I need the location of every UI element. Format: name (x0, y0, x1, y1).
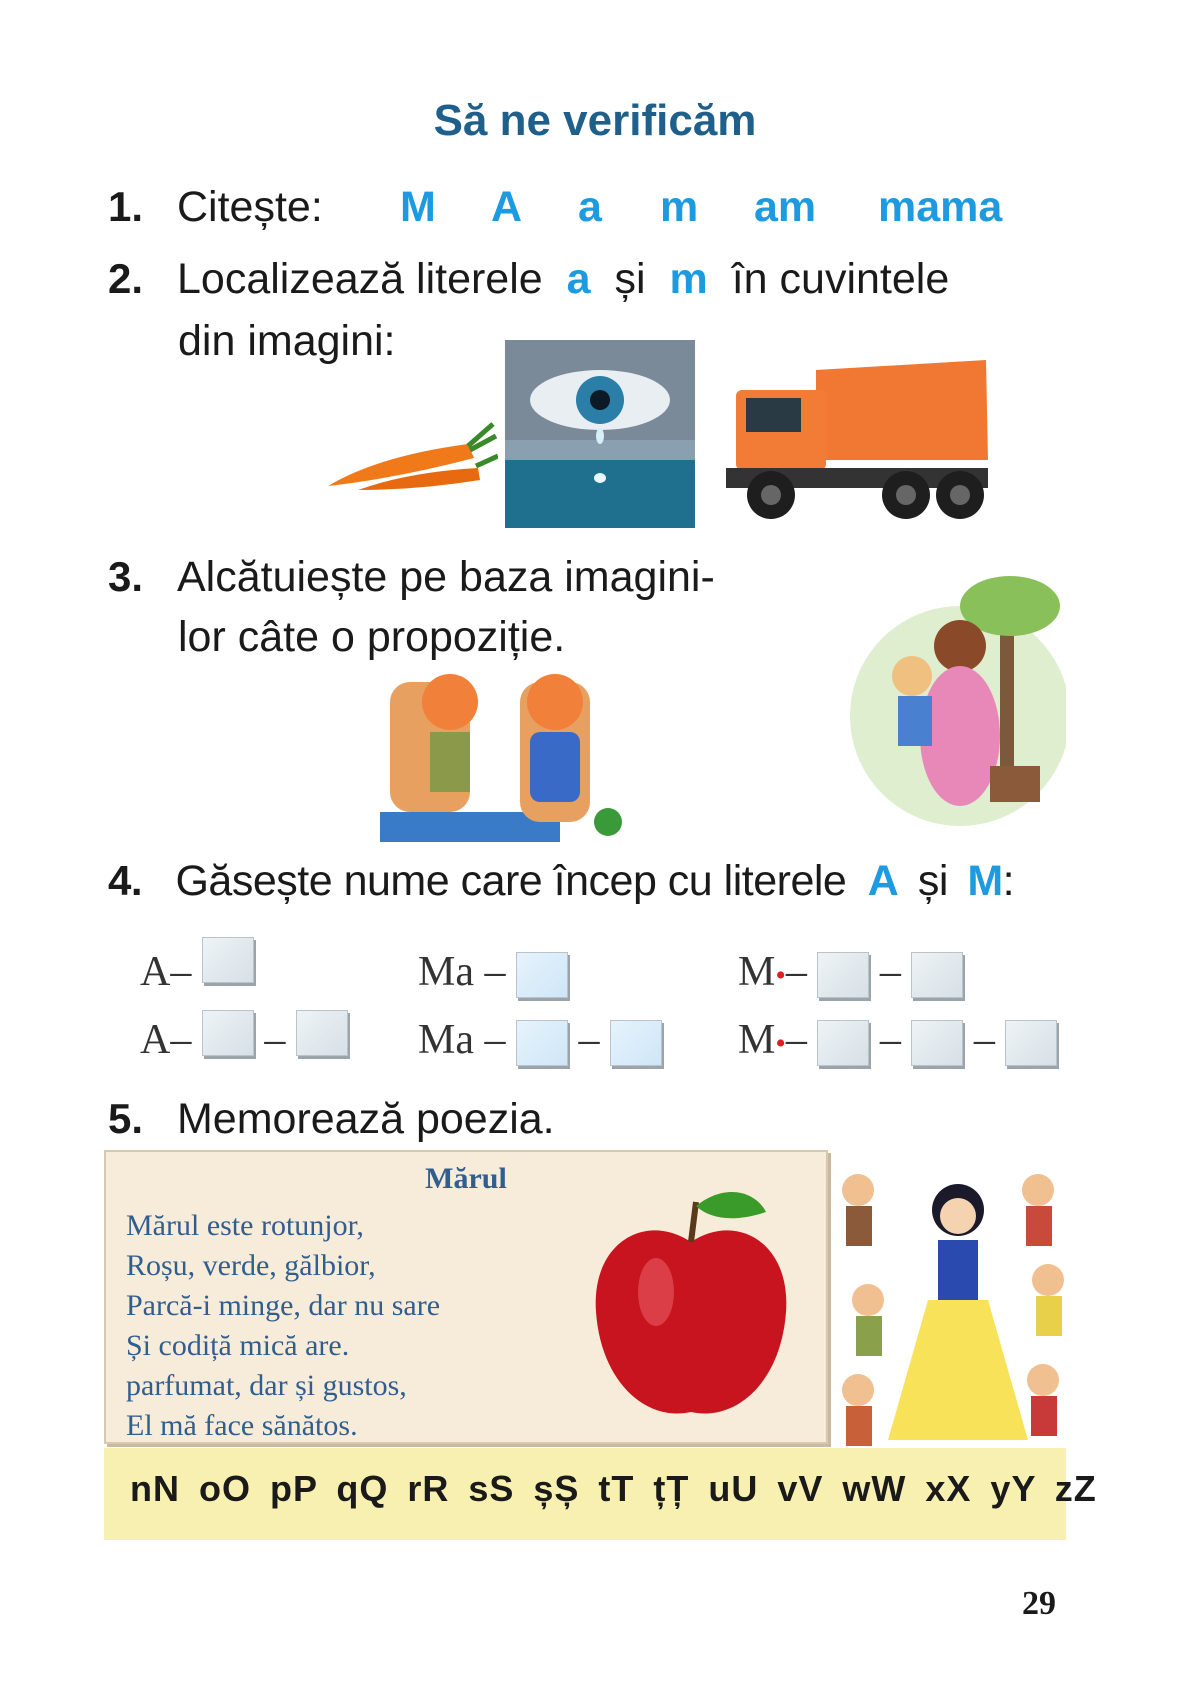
letter-box[interactable] (202, 1010, 254, 1056)
letter-m-lower: m (660, 183, 699, 231)
poem-line: parfumat, dar și gustos, (126, 1369, 407, 1402)
poem-line: El mă face sănătos. (126, 1409, 358, 1442)
letter-box[interactable] (911, 1020, 963, 1066)
prefix-a: A– (140, 949, 192, 995)
poem-title: Mărul (425, 1162, 507, 1195)
letter-box[interactable] (817, 1020, 869, 1066)
name-row-m-1: M•– – (738, 948, 963, 998)
letter-a-lower: a (578, 183, 602, 231)
red-dot-icon: • (775, 1027, 786, 1060)
name-row-ma-2: Ma – – (418, 1016, 662, 1066)
task-number: 2. (108, 255, 144, 302)
letter-a-upper: A (491, 183, 523, 231)
red-dot-icon: • (775, 959, 786, 992)
conjunction: și (917, 857, 948, 905)
truck-image (726, 350, 996, 528)
poem-box (104, 1150, 828, 1444)
letter-box[interactable] (296, 1010, 348, 1056)
task-text: Citește: (176, 183, 323, 231)
task-2 (108, 248, 949, 310)
prefix-ma: Ma – (418, 1017, 506, 1063)
letter-box[interactable] (1005, 1020, 1057, 1066)
snow-white-dwarfs-image (828, 1150, 1068, 1450)
task-number: 5. (108, 1095, 144, 1142)
conjunction: și (614, 255, 646, 303)
task-text: Localizează literele (176, 255, 543, 303)
letter-box[interactable] (516, 1020, 568, 1066)
letter-a-upper: A (867, 857, 899, 905)
name-row-m-2: M•– – – (738, 1016, 1057, 1066)
letter-box[interactable] (202, 937, 254, 983)
prefix-a: A– (140, 1017, 192, 1063)
alphabet-letters: nN oO pP qQ rR sS șȘ tT țȚ uU vV wW xX yY zZ (130, 1468, 1097, 1509)
task-text: Alcătuiește pe baza imagini- (176, 553, 715, 601)
task-number: 3. (108, 553, 144, 600)
task-text-line2: lor câte o propoziție. (178, 613, 566, 661)
poem-line: Mărul este rotunjor, (126, 1209, 364, 1242)
task-3 (108, 546, 715, 608)
poem-line: Și codiță mică are. (126, 1329, 350, 1362)
prefix-m: M (738, 949, 776, 995)
word-mama: mama (878, 183, 1003, 231)
name-row-ma-1 (418, 948, 568, 998)
children-cleaning-image (380, 662, 650, 842)
task-number: 4. (108, 857, 143, 904)
task-text: Găsește nume care încep cu literele (175, 857, 847, 905)
prefix-m: M (738, 1017, 776, 1063)
task-5 (108, 1088, 555, 1150)
task-1 (108, 176, 323, 238)
poem-line: Parcă-i minge, dar nu sare (126, 1289, 441, 1322)
poem-lines (126, 1206, 440, 1446)
task-text: Memorează poezia. (176, 1095, 555, 1143)
task-number: 1. (108, 183, 144, 230)
carrot-image (318, 416, 498, 496)
letter-box[interactable] (911, 952, 963, 998)
eye-image (505, 340, 695, 528)
alphabet-strip (104, 1448, 1097, 1540)
letter-box[interactable] (610, 1020, 662, 1066)
prefix-ma: Ma – (418, 949, 506, 995)
task-text-line2: din imagini: (178, 317, 396, 365)
page-title: Să ne verificăm (433, 96, 757, 145)
letter-box[interactable] (817, 952, 869, 998)
mother-child-image (850, 566, 1066, 836)
letter-m-upper: M (967, 857, 1003, 905)
letter-box[interactable] (516, 952, 568, 998)
task-4 (108, 850, 1014, 912)
poem-line: Roșu, verde, gălbior, (126, 1249, 376, 1282)
syllable-am: am (754, 183, 817, 231)
page-number: 29 (1022, 1585, 1056, 1622)
letter-a: a (566, 255, 591, 303)
letter-m-upper: M (400, 183, 436, 231)
task-text: în cuvintele (731, 255, 950, 303)
letter-m: m (669, 255, 708, 303)
name-row-a-2: A– – (140, 1016, 348, 1064)
colon: : (1002, 857, 1015, 905)
name-row-a-1 (140, 948, 254, 996)
apple-image (586, 1172, 796, 1432)
